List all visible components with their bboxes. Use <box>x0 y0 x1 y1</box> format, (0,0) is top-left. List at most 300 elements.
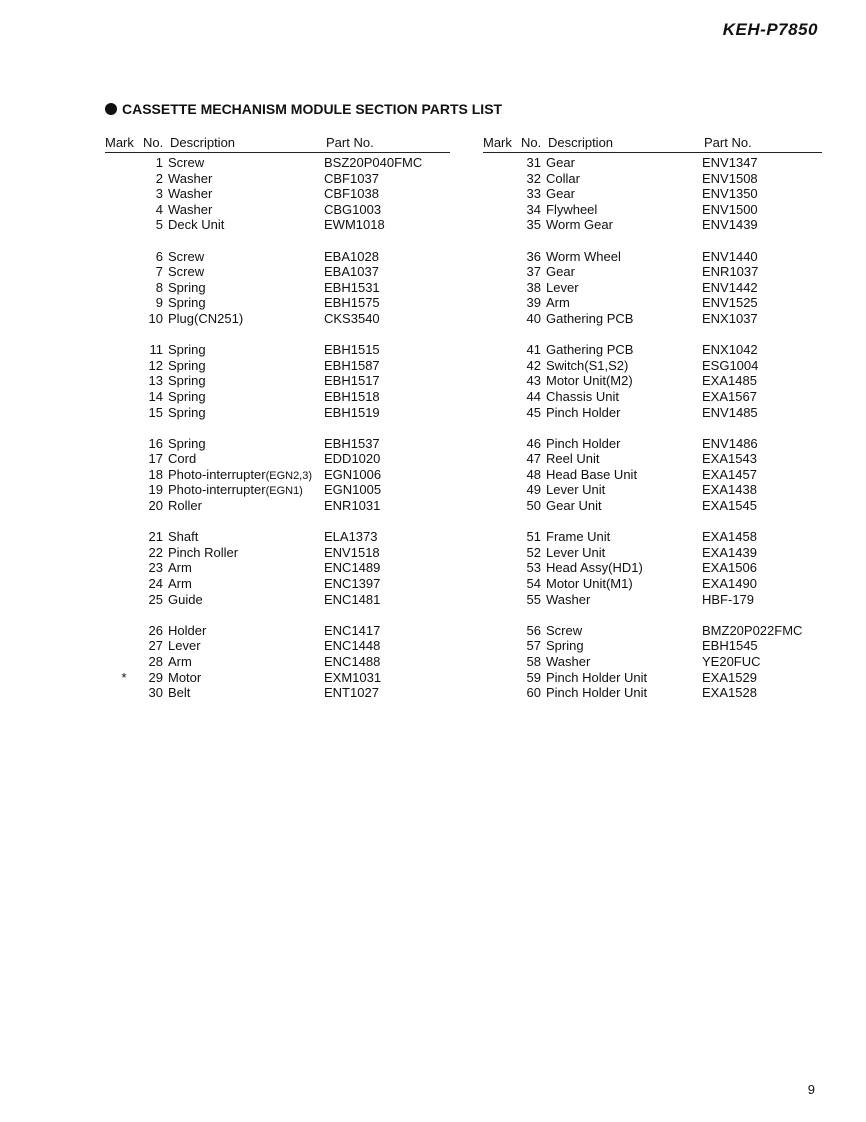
table-row <box>483 685 822 701</box>
row-description-text: Washer <box>168 170 213 186</box>
row-description <box>168 280 206 296</box>
row-part-number: ENC1488 <box>324 654 381 669</box>
row-description <box>546 498 602 514</box>
table-row <box>483 560 822 576</box>
row-part-number: EBH1515 <box>324 342 380 358</box>
row-number: 24 <box>148 576 163 592</box>
section-heading <box>105 101 502 117</box>
row-description <box>168 342 206 358</box>
row-part-number: HBF-179 <box>702 591 755 607</box>
row-number: 4 <box>155 201 163 217</box>
table-row <box>105 186 450 202</box>
table-row <box>105 654 450 670</box>
row-part-number: ENV1500 <box>702 201 758 217</box>
row-part-number: EBA1028 <box>324 248 379 264</box>
row-description-text: Arm <box>168 560 192 576</box>
row-number: 45 <box>526 404 541 420</box>
table-row <box>105 592 450 608</box>
row-description <box>168 451 196 467</box>
row-description <box>546 155 575 171</box>
row-number: 44 <box>526 388 541 404</box>
table-row <box>483 264 822 280</box>
row-number: 58 <box>526 654 541 669</box>
row-part-number: EXA1529 <box>702 669 757 685</box>
table-row <box>105 545 450 561</box>
table-header <box>105 135 450 153</box>
row-description <box>546 576 633 592</box>
row-description <box>168 623 206 639</box>
row-description-text: Gathering PCB <box>546 342 634 358</box>
row-number: 48 <box>526 466 541 482</box>
row-part-number: ENC1481 <box>324 591 381 607</box>
row-description <box>168 405 206 421</box>
parts-rows-left <box>105 155 450 701</box>
table-row <box>105 623 450 639</box>
table-row <box>483 389 822 405</box>
row-number: 10 <box>148 310 163 326</box>
row-description <box>546 358 628 374</box>
row-description-text: Screw <box>546 622 583 638</box>
row-number: 23 <box>148 560 163 576</box>
row-number: 27 <box>148 638 163 654</box>
row-description <box>168 654 192 670</box>
table-row <box>105 342 450 358</box>
row-part-number: EXA1438 <box>702 482 757 498</box>
row-part-number: BSZ20P040FMC <box>324 155 423 170</box>
row-part-number: ENR1031 <box>324 498 381 514</box>
row-mark: * <box>121 669 127 685</box>
row-part-number: EXA1545 <box>702 498 757 514</box>
row-part-number: EBH1587 <box>324 357 380 373</box>
table-row <box>105 217 450 233</box>
row-description-text: Pinch Holder <box>546 404 621 420</box>
table-row <box>483 638 822 654</box>
row-description-text: Worm Wheel <box>546 248 621 264</box>
table-row <box>483 342 822 358</box>
row-description-text: Washer <box>546 591 591 607</box>
row-number: 28 <box>148 654 163 669</box>
table-row <box>105 311 450 327</box>
row-description-text: Guide <box>168 591 203 607</box>
row-description-text: Spring <box>168 279 206 295</box>
row-part-number: ELA1373 <box>324 529 378 545</box>
header-no: No. <box>521 135 542 150</box>
bullet-icon <box>105 103 117 115</box>
row-part-number: BMZ20P022FMC <box>702 622 803 638</box>
table-row <box>483 358 822 374</box>
row-description <box>168 264 204 280</box>
row-part-number: EWM1018 <box>324 217 385 233</box>
row-number: 8 <box>155 279 163 295</box>
row-description-text: Washer <box>546 654 591 669</box>
row-number: 17 <box>148 451 163 467</box>
row-number: 49 <box>526 482 541 498</box>
row-description <box>168 186 212 202</box>
row-description <box>546 171 580 187</box>
table-row <box>105 155 450 171</box>
table-row <box>105 560 450 576</box>
table-row <box>105 498 450 514</box>
row-description <box>546 342 633 358</box>
table-row <box>105 202 450 218</box>
row-description-text: Spring <box>168 357 206 373</box>
row-part-number: ENV1439 <box>702 217 758 233</box>
row-part-number: ENV1442 <box>702 279 758 295</box>
row-part-number: EXA1506 <box>702 560 757 576</box>
row-part-number: EBH1517 <box>324 373 380 389</box>
row-part-number: ENV1486 <box>702 435 758 451</box>
parts-table-left <box>105 135 450 701</box>
row-description <box>168 202 212 218</box>
row-description-text: Spring <box>168 373 206 389</box>
header-part-no: Part No. <box>326 135 374 150</box>
row-number: 7 <box>155 264 163 280</box>
table-row <box>483 670 822 686</box>
table-row <box>483 592 822 608</box>
table-row <box>483 373 822 389</box>
table-row <box>483 217 822 233</box>
header-mark: Mark <box>105 135 134 150</box>
row-description <box>168 436 206 452</box>
row-description <box>546 467 637 483</box>
row-description-text: Gear <box>546 186 575 202</box>
table-row <box>105 670 450 686</box>
table-row <box>105 576 450 592</box>
row-part-number: ENV1518 <box>324 544 380 560</box>
row-description <box>546 560 643 576</box>
row-description-text: Holder <box>168 622 207 638</box>
row-part-number: CBF1037 <box>324 170 379 186</box>
row-part-number: ENV1485 <box>702 404 758 420</box>
row-description-text: Screw <box>168 248 205 264</box>
table-row <box>105 685 450 701</box>
row-description-text: Frame Unit <box>546 529 611 545</box>
table-row <box>105 467 450 483</box>
row-description <box>546 249 621 265</box>
table-row <box>483 405 822 421</box>
row-number: 2 <box>155 170 163 186</box>
row-description <box>546 638 584 654</box>
row-description-text: Gear <box>546 264 575 280</box>
row-part-number: EXA1543 <box>702 451 757 467</box>
row-part-number: YE20FUC <box>702 654 761 669</box>
row-part-number: ENV1440 <box>702 248 758 264</box>
row-number: 54 <box>526 576 541 592</box>
table-row <box>483 249 822 265</box>
row-part-number: EBH1531 <box>324 279 380 295</box>
row-description-text: Roller <box>168 498 202 514</box>
row-number: 29 <box>148 669 163 685</box>
table-row <box>105 436 450 452</box>
row-description <box>546 685 647 701</box>
row-number: 59 <box>526 669 541 685</box>
row-number: 22 <box>148 544 163 560</box>
row-part-number: EBH1537 <box>324 435 380 451</box>
table-row <box>483 202 822 218</box>
row-part-number: EBH1518 <box>324 388 380 404</box>
table-row <box>483 311 822 327</box>
row-description-text: Shaft <box>168 529 199 545</box>
row-number: 13 <box>148 373 163 389</box>
header-mark: Mark <box>483 135 512 150</box>
row-description-text: Pinch Holder Unit <box>546 669 648 685</box>
table-row <box>105 171 450 187</box>
row-number: 6 <box>155 248 163 264</box>
row-description-text: Worm Gear <box>546 217 613 233</box>
row-description-text: Arm <box>168 576 192 592</box>
row-description-text: Spring <box>168 404 206 420</box>
row-description <box>168 217 224 233</box>
row-description <box>546 623 582 639</box>
row-description-text: Lever <box>546 279 579 295</box>
row-number: 47 <box>526 451 541 467</box>
row-part-number: ENV1508 <box>702 170 758 186</box>
row-part-number: EXA1485 <box>702 373 757 389</box>
row-number: 9 <box>155 295 163 311</box>
row-part-number: ENV1525 <box>702 295 758 311</box>
row-number: 41 <box>526 342 541 358</box>
row-description <box>546 186 575 202</box>
row-number: 34 <box>526 201 541 217</box>
row-number: 37 <box>526 264 541 280</box>
table-row <box>483 295 822 311</box>
row-description-text: Head Assy(HD1) <box>546 560 643 576</box>
row-part-number: EXA1457 <box>702 466 757 482</box>
row-description <box>168 358 206 374</box>
row-description-text: Gear <box>546 155 575 170</box>
row-description <box>168 529 198 545</box>
table-row <box>105 264 450 280</box>
table-row <box>483 545 822 561</box>
row-description-text: Motor Unit(M1) <box>546 576 633 592</box>
table-header <box>483 135 822 153</box>
row-number: 53 <box>526 560 541 576</box>
row-number: 16 <box>148 435 163 451</box>
row-part-number: ENC1489 <box>324 560 381 576</box>
row-number: 35 <box>526 217 541 233</box>
table-row <box>105 482 450 498</box>
row-description-text: Screw <box>168 155 205 170</box>
table-row <box>483 436 822 452</box>
header-part-no: Part No. <box>704 135 752 150</box>
row-part-number: EXA1458 <box>702 529 757 545</box>
row-number: 25 <box>148 591 163 607</box>
row-part-number: EGN1006 <box>324 466 382 482</box>
row-description <box>546 592 590 608</box>
header-description: Description <box>170 135 236 150</box>
row-description <box>168 638 201 654</box>
row-description-text: Spring <box>168 388 206 404</box>
row-number: 14 <box>148 388 163 404</box>
row-description-text: Pinch Holder <box>546 435 621 451</box>
table-row <box>483 654 822 670</box>
row-number: 1 <box>155 155 163 170</box>
table-row <box>483 623 822 639</box>
row-description-text: Pinch Roller <box>168 544 239 560</box>
row-description-text: Photo-interrupter <box>168 466 266 482</box>
table-row <box>483 576 822 592</box>
row-description <box>168 592 203 608</box>
row-description <box>546 436 620 452</box>
row-part-number: EXA1490 <box>702 576 757 592</box>
row-number: 38 <box>526 279 541 295</box>
row-number: 51 <box>526 529 541 545</box>
row-part-number: ENX1037 <box>702 310 758 326</box>
row-description-text: Deck Unit <box>168 217 225 233</box>
row-description-text: Screw <box>168 264 205 280</box>
row-description <box>168 171 212 187</box>
table-row <box>105 373 450 389</box>
row-description-text: Gear Unit <box>546 498 602 514</box>
row-description-text: Spring <box>546 638 584 654</box>
row-part-number: ENR1037 <box>702 264 759 280</box>
row-number: 31 <box>526 155 541 170</box>
row-part-number: CBF1038 <box>324 186 379 202</box>
table-row <box>483 171 822 187</box>
row-part-number: ENV1350 <box>702 186 758 202</box>
row-description <box>546 373 633 389</box>
row-description-text: Motor Unit(M2) <box>546 373 633 389</box>
row-number: 15 <box>148 404 163 420</box>
row-number: 18 <box>148 466 163 482</box>
section-title: CASSETTE MECHANISM MODULE SECTION PARTS LIST <box>122 101 503 117</box>
row-part-number: EDD1020 <box>324 451 381 467</box>
row-description <box>546 545 605 561</box>
row-description-text: Washer <box>168 201 213 217</box>
row-description <box>546 280 579 296</box>
row-description <box>546 202 597 218</box>
row-number: 40 <box>526 310 541 326</box>
row-description-text: Spring <box>168 342 206 358</box>
row-description-text: Washer <box>168 186 213 202</box>
row-number: 32 <box>526 170 541 186</box>
row-description-text: Lever Unit <box>546 482 606 498</box>
row-part-number: EXM1031 <box>324 669 382 685</box>
row-description-text: Spring <box>168 295 206 311</box>
row-number: 55 <box>526 591 541 607</box>
table-row <box>105 405 450 421</box>
row-description-text: Flywheel <box>546 201 598 217</box>
row-description <box>546 529 610 545</box>
row-description-text: Motor <box>168 669 202 685</box>
row-description <box>168 545 238 561</box>
row-description <box>546 295 570 311</box>
row-description-text: Lever Unit <box>546 544 606 560</box>
row-number: 57 <box>526 638 541 654</box>
table-row <box>483 529 822 545</box>
row-part-number: EXA1528 <box>702 685 757 701</box>
row-description <box>168 498 202 514</box>
table-row <box>105 451 450 467</box>
row-part-number: ENT1027 <box>324 685 379 701</box>
row-number: 43 <box>526 373 541 389</box>
row-part-number: ENV1347 <box>702 155 758 170</box>
row-number: 50 <box>526 498 541 514</box>
row-description-text: Arm <box>168 654 192 669</box>
row-description <box>546 654 590 670</box>
table-row <box>483 467 822 483</box>
table-row <box>105 358 450 374</box>
row-part-number: EGN1005 <box>324 482 382 498</box>
table-row <box>105 295 450 311</box>
row-description-text: Photo-interrupter <box>168 482 266 498</box>
row-description <box>168 249 204 265</box>
row-number: 5 <box>155 217 163 233</box>
row-description <box>168 560 192 576</box>
row-number: 42 <box>526 357 541 373</box>
row-number: 3 <box>155 186 163 202</box>
row-description-text: Reel Unit <box>546 451 600 467</box>
row-number: 46 <box>526 435 541 451</box>
row-description <box>546 217 613 233</box>
row-description <box>168 685 190 701</box>
row-description-text: Chassis Unit <box>546 388 619 404</box>
row-description <box>168 295 206 311</box>
row-part-number: EXA1567 <box>702 388 757 404</box>
row-description <box>168 670 201 686</box>
row-part-number: EXA1439 <box>702 544 757 560</box>
row-number: 36 <box>526 248 541 264</box>
table-row <box>483 482 822 498</box>
row-description-text: Belt <box>168 685 191 701</box>
row-description-text: Collar <box>546 170 580 186</box>
row-number: 33 <box>526 186 541 202</box>
row-part-number: ENC1417 <box>324 622 381 638</box>
row-number: 19 <box>148 482 163 498</box>
row-number: 60 <box>526 685 541 701</box>
row-description-note: (EGN2,3) <box>265 469 313 482</box>
parts-rows-right <box>483 155 822 701</box>
row-number: 11 <box>149 342 163 358</box>
row-description <box>546 389 619 405</box>
header-no: No. <box>143 135 164 150</box>
row-description <box>168 155 204 171</box>
row-description-text: Lever <box>168 638 201 654</box>
row-part-number: EBH1519 <box>324 404 380 420</box>
row-description <box>546 451 599 467</box>
table-row <box>483 186 822 202</box>
row-description-text: Arm <box>546 295 570 311</box>
model-number: KEH-P7850 <box>722 20 818 39</box>
row-description-text: Cord <box>168 451 197 467</box>
row-description <box>546 482 605 498</box>
table-row <box>105 280 450 296</box>
row-part-number: CKS3540 <box>324 310 380 326</box>
row-description <box>168 389 206 405</box>
row-description <box>168 373 206 389</box>
table-row <box>483 498 822 514</box>
table-row <box>483 280 822 296</box>
row-number: 21 <box>148 529 163 545</box>
row-number: 52 <box>526 544 541 560</box>
table-row <box>105 638 450 654</box>
table-row <box>483 451 822 467</box>
row-number: 56 <box>526 622 541 638</box>
row-part-number: ENC1448 <box>324 638 381 654</box>
row-description-text: Pinch Holder Unit <box>546 685 648 701</box>
row-number: 12 <box>148 357 163 373</box>
row-description <box>168 576 192 592</box>
table-row <box>105 529 450 545</box>
row-description-text: Gathering PCB <box>546 310 634 326</box>
row-description <box>546 405 620 421</box>
row-description <box>168 311 243 327</box>
table-row <box>105 389 450 405</box>
table-row <box>483 155 822 171</box>
row-part-number: CBG1003 <box>324 201 382 217</box>
row-number: 30 <box>148 685 163 701</box>
row-part-number: ENC1397 <box>324 576 381 592</box>
